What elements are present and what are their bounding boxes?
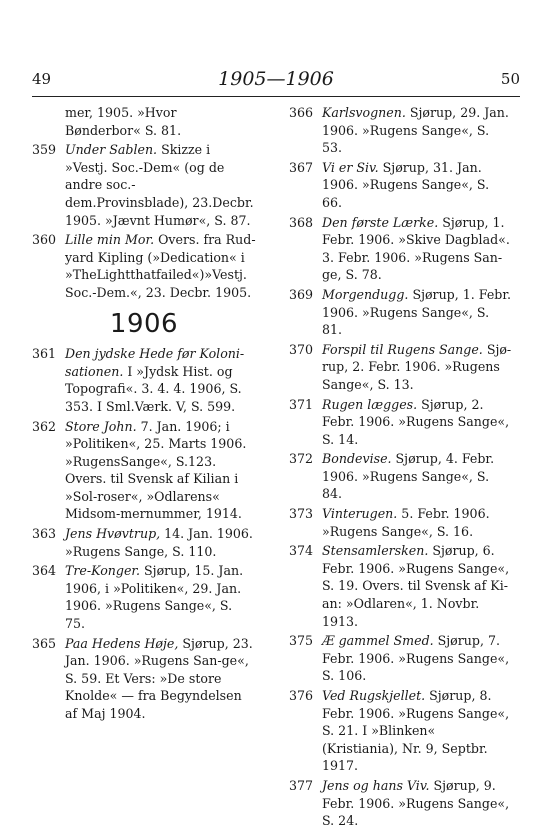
entry-number: 372 — [289, 451, 314, 467]
entry-title: Jens Hvøvtrup, — [65, 526, 161, 542]
entry-number: 374 — [289, 543, 314, 559]
bibliography-entry — [32, 231, 256, 301]
page-number-left: 49 — [32, 70, 52, 88]
bibliography-entry — [289, 214, 513, 284]
entry-text: Sjørup, 8. Febr. 1906. »Rugens Sange«, S. 21. I »Blinken« (Kristiania), Nr. 9, Septbr. 1917. — [322, 688, 510, 774]
entry-text: Sjørup, 4. Febr. 1906. »Rugens Sange«, S. 84. — [322, 451, 495, 502]
entry-number: 377 — [289, 777, 314, 793]
bibliography-entry — [289, 632, 513, 685]
entry-title: Jens og hans Viv. — [322, 777, 430, 793]
entry-number: 369 — [289, 286, 314, 302]
bibliography-entry — [289, 505, 513, 540]
entry-text: 14. Jan. 1906. »Rugens Sange, S. 110. — [65, 526, 253, 559]
entry-title: Æ gammel Smed. — [322, 633, 434, 649]
entry-title: Stensamlersken. — [322, 543, 429, 559]
entry-title: Vi er Siv. — [322, 159, 379, 175]
entry-title: Morgendugg. — [322, 286, 409, 302]
entry-title: Bondevise. — [322, 451, 392, 467]
entries-after-heading — [32, 345, 256, 722]
entry-title: Tre‐Konger. — [65, 563, 141, 579]
entry-text: Sjørup, 6. Febr. 1906. »Rugens Sange«, S. 19. Overs. til Svensk af Ki‐an: »Odlaren«, 1. Novbr. 1913. — [322, 543, 510, 629]
entry-number: 359 — [32, 142, 57, 158]
bibliography-entry — [289, 450, 513, 503]
header-rule — [32, 96, 520, 97]
entry-text: Sjørup, 1. Febr. 1906. »Skive Dagblad«. 3. Febr. 1906. »Rugens San‐ge, S. 78. — [322, 214, 510, 283]
continuation-text: mer, 1905. »Hvor Bønderbor« S. 81. — [65, 105, 182, 138]
entry-title: Lille min Mor. — [65, 232, 155, 248]
entry-number: 366 — [289, 105, 314, 120]
entry-title: Karlsvognen. — [322, 105, 406, 120]
entry-text: Sjørup, 23. Jan. 1906. »Rugens San‐ge«, S. 59. Et Vers: »De store Knolde« — fra Begyndelsen af Maj 1904. — [65, 635, 253, 721]
page-number-right: 50 — [500, 70, 520, 88]
entry-number: 375 — [289, 633, 314, 649]
bibliography-entry — [32, 345, 256, 415]
entry-number: 362 — [32, 418, 57, 434]
entry-text: Skizze i »Vestj. Soc.‐Dem« (og de andre soc.‐dem.Provinsblade), 23.Decbr. 1905. »Jævnt Humør«, S. 87. — [65, 142, 254, 228]
page-header — [32, 68, 520, 92]
bibliography-entry — [289, 687, 513, 775]
bibliography-entry — [289, 286, 513, 339]
entry-text: 5. Febr. 1906. »Rugens Sange«, S. 16. — [322, 506, 490, 539]
bibliography-entry — [289, 104, 513, 157]
entry-title: Forspil til Rugens Sange. — [322, 341, 483, 357]
entry-number: 361 — [32, 346, 57, 362]
entry-number: 360 — [32, 232, 57, 248]
entry-number: 364 — [32, 563, 57, 579]
entry-text: Sjørup, 31. Jan. 1906. »Rugens Sange«, S. 66. — [322, 159, 490, 210]
right-column — [289, 104, 513, 832]
entry-text: Sjørup, 9. Febr. 1906. »Rugens Sange«, S. 24. — [322, 777, 510, 829]
entry-number: 363 — [32, 526, 57, 542]
right-entries — [289, 104, 513, 830]
bibliography-entry — [289, 159, 513, 212]
bibliography-entry — [32, 525, 256, 560]
entry-text: 7. Jan. 1906; i »Politiken«, 25. Marts 1906. »RugensSange«, S.123. Overs. til Svensk af Kilian i »Sol‐roser«, »Odlarens« Midsom‐mernummer, 1914. — [65, 418, 247, 522]
bibliography-entry — [289, 396, 513, 449]
bibliography-entry — [289, 777, 513, 830]
entry-text: Sjørup, 1. Febr. 1906. »Rugens Sange«, S. 81. — [322, 286, 511, 338]
entry-title: Under Sablen. — [65, 142, 158, 158]
entry-title: Vinterugen. — [322, 506, 398, 522]
entry-text: I »Jydsk Hist. og Topografi«. 3. 4. 4. 1906, S. 353. I Sml.Værk. V, S. 599. — [65, 363, 242, 414]
entry-number: 371 — [289, 396, 314, 412]
entry-title: Ved Rugskjellet. — [322, 688, 426, 703]
entry-text: Sjørup, 29. Jan. 1906. »Rugens Sange«, S. 53. — [322, 105, 509, 156]
entry-number: 376 — [289, 688, 314, 703]
entry-title: Den første Lærke. — [322, 214, 439, 230]
entries-before-heading — [32, 141, 256, 301]
entry-text: Sjø‐rup, 2. Febr. 1906. »Rugens Sange«, S. 13. — [322, 341, 512, 392]
running-title: 1905—1906 — [218, 68, 334, 90]
entry-text: Sjørup, 7. Febr. 1906. »Rugens Sange«, S. 106. — [322, 633, 510, 684]
entry-number: 373 — [289, 506, 314, 522]
bibliography-entry — [32, 562, 256, 632]
entry-title: Rugen lægges. — [322, 396, 418, 412]
bibliography-entry — [32, 635, 256, 723]
entry-text: Sjørup, 15. Jan. 1906, i »Politiken«, 29. Jan. 1906. »Rugens Sange«, S. 75. — [65, 563, 244, 632]
entry-number: 368 — [289, 214, 314, 230]
entry-number: 370 — [289, 341, 314, 357]
entry-number: 365 — [32, 635, 57, 651]
entry-number: 367 — [289, 159, 314, 175]
bibliography-entry — [289, 542, 513, 630]
entry-title: Den jydske Hede før Koloni‐sationen. — [65, 346, 245, 379]
entry-text: Overs. fra Rud‐yard Kipling (»Dedication« i »TheLightthatfailed«)»Vestj. Soc.‐Dem.«, 23. Decbr. 1905. — [65, 232, 256, 300]
bibliography-entry — [289, 341, 513, 394]
entry-title: Store John. — [65, 418, 137, 434]
bibliography-entry — [32, 141, 256, 229]
year-heading: 1906 — [109, 308, 179, 339]
bibliography-entry — [32, 418, 256, 524]
entry-text: Sjørup, 2. Febr. 1906. »Rugens Sange«, S. 14. — [322, 396, 510, 447]
left-column — [32, 104, 256, 725]
entry-title: Paa Hedens Høje, — [65, 635, 179, 651]
